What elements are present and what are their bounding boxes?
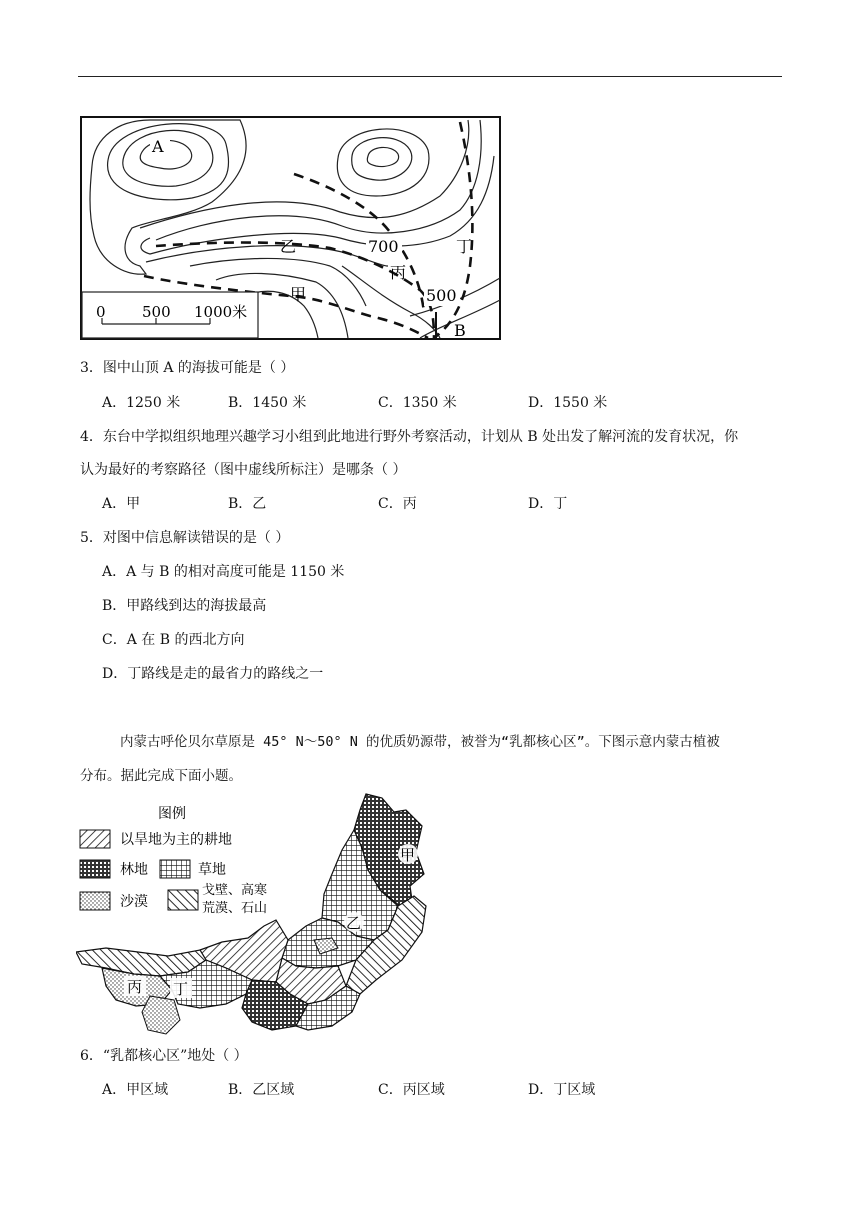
q5-option-b[interactable]: B．甲路线到达的海拔最高 <box>102 598 267 614</box>
point-b-label: B <box>454 321 466 340</box>
scale-mid: 500 <box>142 303 171 321</box>
header-rule <box>78 76 782 77</box>
region-ding-label: 丁 <box>173 980 189 998</box>
q4-option-c[interactable]: C．丙 <box>378 496 417 512</box>
region-yi-label: 乙 <box>346 914 362 932</box>
question-6-stem: 6．“乳都核心区”地处（ ） <box>80 1048 248 1064</box>
q4-option-d[interactable]: D．丁 <box>528 496 568 512</box>
legend-forest-swatch <box>80 860 110 878</box>
route-yi-label: 乙 <box>280 237 297 256</box>
vegetation-map <box>76 790 448 1044</box>
legend-farmland: 以旱地为主的耕地 <box>120 832 232 848</box>
q3-option-d[interactable]: D．1550 米 <box>528 395 608 411</box>
legend-gobi-line2: 荒漠、石山 <box>202 901 268 916</box>
route-jia-label: 甲 <box>290 285 307 304</box>
legend-sand: 沙漠 <box>120 894 148 910</box>
q4-option-a[interactable]: A．甲 <box>102 496 141 512</box>
legend-farmland-swatch <box>80 830 110 848</box>
region-jia-label: 甲 <box>400 846 416 864</box>
q3-option-c[interactable]: C．1350 米 <box>378 395 457 411</box>
legend-title: 图例 <box>158 806 186 822</box>
region-bing-label: 丙 <box>127 978 143 996</box>
q6-option-d[interactable]: D．丁区域 <box>528 1082 596 1098</box>
contour-700-label: 700 <box>368 237 399 256</box>
q6-option-c[interactable]: C．丙区域 <box>378 1082 445 1098</box>
q5-option-c[interactable]: C．A 在 B 的西北方向 <box>102 632 245 648</box>
scale-zero: 0 <box>96 303 106 321</box>
legend-grass-swatch <box>160 860 190 878</box>
legend-sand-swatch <box>80 892 110 910</box>
peak-a-label: A <box>152 137 164 156</box>
legend-grass: 草地 <box>198 862 226 878</box>
q4-option-b[interactable]: B．乙 <box>228 496 267 512</box>
passage-line1: 内蒙古呼伦贝尔草原是 45° N～50° N 的优质奶源带，被誉为“乳都核心区”。下图示意内蒙古植被 <box>120 734 720 750</box>
legend-forest: 林地 <box>120 862 148 878</box>
q5-option-a[interactable]: A．A 与 B 的相对高度可能是 1150 米 <box>102 564 345 580</box>
legend-gobi-line1: 戈壁、高寒 <box>202 883 268 898</box>
route-ding-label: 丁 <box>456 237 473 256</box>
passage-line2: 分布。据此完成下面小题。 <box>80 768 242 784</box>
question-4-stem-line1: 4．东台中学拟组织地理兴趣学习小组到此地进行野外考察活动，计划从 B 处出发了解河流的发育状况，你 <box>80 429 739 445</box>
q6-option-a[interactable]: A．甲区域 <box>102 1082 169 1098</box>
question-4-stem-line2: 认为最好的考察路径（图中虚线所标注）是哪条（ ） <box>80 462 407 478</box>
contour-500-label: 500 <box>426 286 457 305</box>
q6-option-b[interactable]: B．乙区域 <box>228 1082 295 1098</box>
scale-end: 1000米 <box>194 303 248 321</box>
region-sand-southwest <box>142 996 180 1034</box>
topographic-map <box>80 116 502 342</box>
q5-option-d[interactable]: D．丁路线是走的最省力的路线之一 <box>102 666 324 682</box>
question-5-stem: 5．对图中信息解读错误的是（ ） <box>80 530 290 546</box>
q3-option-a[interactable]: A．1250 米 <box>102 395 181 411</box>
legend-gobi-swatch <box>168 890 198 910</box>
question-3-stem: 3．图中山顶 A 的海拔可能是（ ） <box>80 360 295 376</box>
q3-option-b[interactable]: B．1450 米 <box>228 395 307 411</box>
route-bing-label: 丙 <box>390 263 407 282</box>
